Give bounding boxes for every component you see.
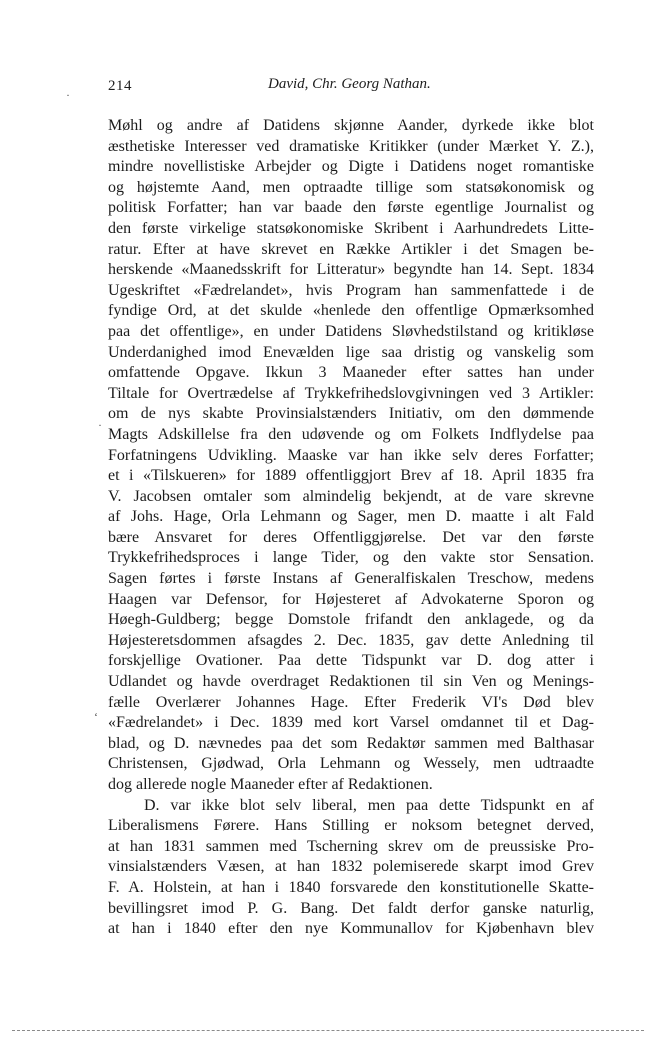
margin-dot: ·: [66, 88, 70, 102]
margin-tick: ‘: [94, 710, 98, 724]
text-line: Magts Adskillelse fra den udøvende og om Folkets Indflydelse paa: [108, 425, 594, 443]
text-line: fyndige Ord, at det skulde «henlede den offentlige Opmærksomhed: [108, 302, 594, 320]
text-line: Forfatningens Udvikling. Maaske var han ikke selv deres Forfatter;: [108, 446, 594, 464]
text-line: vinsialstænders Væsen, at han 1832 polemiserede skarpt imod Grev: [108, 858, 594, 876]
text-line: den første virkelige statsøkonomiske Skribent i Aarhundredets Litte-: [108, 219, 594, 237]
text-line: bære Ansvaret for deres Offentliggjørelse. Det var den første: [108, 528, 594, 546]
page-number: 214: [108, 78, 132, 94]
text-line: ratur. Efter at have skrevet en Række Artikler i det Smagen be-: [108, 240, 594, 258]
text-line: Høegh-Guldberg; begge Domstole frifandt den anklagede, og da: [108, 611, 594, 629]
text-line: om de nys skabte Provinsialstænders Initiativ, om den dømmende: [108, 405, 594, 423]
text-line: mindre novellistiske Arbejder og Digte i Datidens noget romantiske: [108, 158, 594, 176]
text-line: «Fædrelandet» i Dec. 1839 med kort Varsel omdannet til et Dag-: [108, 714, 594, 732]
text-line: omfattende Opgave. Ikkun 3 Maaneder efter sattes han under: [108, 364, 594, 382]
text-line: politisk Forfatter; han var baade den første egentlige Journalist og: [108, 199, 594, 217]
text-line: fælle Overlærer Johannes Hage. Efter Frederik VI's Død blev: [108, 693, 594, 711]
text-line: af Johs. Hage, Orla Lehmann og Sager, men D. maatte i alt Fald: [108, 508, 594, 526]
paragraph-start-line: D. var ikke blot selv liberal, men paa dette Tidspunkt en af: [144, 796, 594, 814]
text-line: Møhl og andre af Datidens skjønne Aander, dyrkede ikke blot: [108, 117, 594, 134]
text-line: Sagen førtes i første Instans af Generalfiskalen Treschow, medens: [108, 570, 594, 588]
scan-edge-rule: [12, 1030, 644, 1031]
text-line: Højesteretsdommen afsagdes 2. Dec. 1835, gav dette Anledning til: [108, 631, 594, 649]
text-line: herskende «Maanedsskrift for Litteratur» begyndte han 14. Sept. 1834: [108, 261, 594, 279]
text-line: dog allerede nogle Maaneder efter af Redaktionen.: [108, 776, 433, 793]
text-line: og højstemte Aand, men optraadte tillige som statsøkonomisk og: [108, 178, 594, 196]
text-line: Underdanighed imod Enevælden lige saa dristig og vanskelig som: [108, 343, 594, 361]
text-line: at han i 1840 efter den nye Kommunallov for Kjøbenhavn blev: [108, 920, 594, 938]
text-line: V. Jacobsen omtaler som almindelig bekjendt, at de vare skrevne: [108, 487, 594, 505]
margin-dot: ·: [98, 418, 102, 432]
text-line: Tiltale for Overtrædelse af Trykkefrihedslovgivningen ved 3 Artikler:: [108, 384, 594, 402]
text-line: Trykkefrihedsproces i lange Tider, og den vakte stor Sensation.: [108, 549, 594, 567]
text-line: at han 1831 sammen med Tscherning skrev om de preussiske Pro-: [108, 837, 594, 855]
text-line: paa det offentlige», en under Datidens Sløvhedstilstand og kritikløse: [108, 322, 594, 340]
text-line: Ugeskriftet «Fædrelandet», hvis Program han sammenfattede i de: [108, 281, 594, 299]
text-line: Christensen, Gjødwad, Orla Lehmann og Wessely, men udtraadte: [108, 755, 594, 773]
page-header: [108, 76, 598, 100]
body-text: [108, 116, 594, 940]
text-line: bevillingsret imod P. G. Bang. Det faldt derfor ganske naturlig,: [108, 899, 594, 917]
text-line: æsthetiske Interesser ved dramatiske Kritikker (under Mærket Y. Z.),: [108, 137, 594, 155]
text-line: Liberalismens Førere. Hans Stilling er noksom betegnet derved,: [108, 817, 594, 835]
text-line: Udlandet og havde overdraget Redaktionen til sin Ven og Menings-: [108, 673, 594, 691]
text-line: forskjellige Ovationer. Paa dette Tidspunkt var D. dog atter i: [108, 652, 594, 670]
text-line: Haagen var Defensor, for Højesteret af Advokaterne Sporon og: [108, 590, 594, 608]
text-line: F. A. Holstein, at han i 1840 forsvarede den konstitutionelle Skatte-: [108, 878, 594, 896]
text-line: et i «Tilskueren» for 1889 offentliggjort Brev af 18. April 1835 fra: [108, 467, 594, 485]
running-head: David, Chr. Georg Nathan.: [268, 76, 431, 92]
text-line: blad, og D. nævnedes paa det som Redaktør sammen med Balthasar: [108, 734, 594, 752]
